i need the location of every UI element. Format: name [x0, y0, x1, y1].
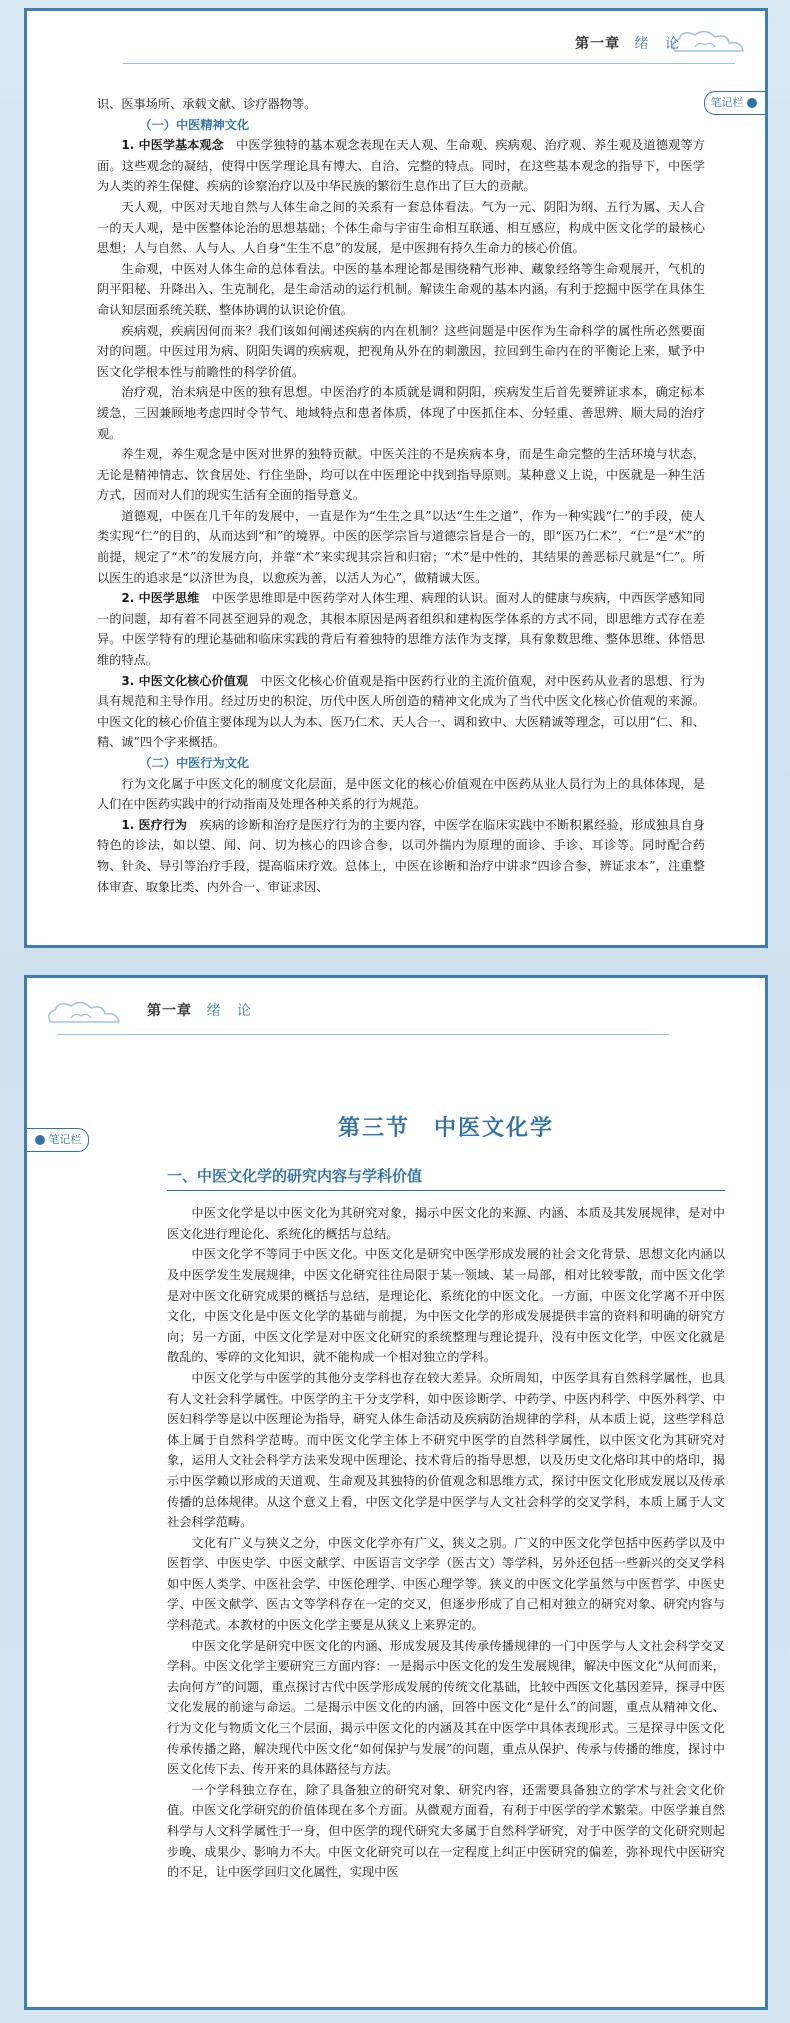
notes-column-tab	[24, 1128, 89, 1152]
paragraph: 一个学科独立存在，除了具备独立的研究对象、研究内容，还需要具备独立的学术与社会文化价值。中医文化学研究的价值体现在多个方面。从微观方面看，有利于中医学的学术繁荣。中医学兼自然科学与人文科学属性于一身，但中医学的现代研究大多属于自然科学研究，对于中医学的文化研究则起步晚、成果少、影响力不大。中医文化研究可以在一定程度上纠正中医研究的偏差，弥补现代中医研究的不足，让中医学回归文化属性，实现中医	[167, 1782, 725, 1880]
paragraph: 养生观，养生观念是中医对世界的独特贡献。中医关注的不是疾病本身，而是生命完整的生活环境与状态，无论是精神情志、饮食居处、行住坐卧，均可以在中医理论中找到指导原则。某种意义上说，中医就是一种生活方式，因而对人们的现实生活有全面的指导意义。	[97, 447, 705, 503]
paragraph-lead: 2. 中医学思维	[121, 591, 200, 606]
notes-tab-label: 笔记栏	[710, 96, 744, 109]
notes-dot-icon	[747, 98, 757, 108]
page-body	[167, 1113, 725, 1883]
running-header	[147, 1000, 257, 1030]
paragraph: 中医文化学不等同于中医文化。中医文化是研究中医学形成发展的社会文化背景、思想文化内涵以及中医学发生发展规律，中医文化研究往往局限于某一领域、某一局部，相对比较零散，而中医文化学是对中医文化研究成果的概括与总结，是理论化、系统化的中医文化。一方面，中医文化学离不开中医文化，中医文化是中医文化学的基础与前提，为中医文化学的形成发展提供丰富的资料和明确的研究方向；另一方面，中医文化学是对中医文化研究的系统整理与理论提升，没有中医文化学，中医文化就是散乱的、零碎的文化知识，就不能构成一个相对独立的学科。	[167, 1247, 725, 1365]
paragraph-lead: 1. 医疗行为	[121, 817, 188, 832]
paragraph: 中医文化学与中医学的其他分支学科也存在较大差异。众所周知，中医学具有自然科学属性，也具有人文社会科学属性。中医学的主干分支学科，如中医诊断学、中药学、中医内科学、中医外科学、中医妇科学等是以中医理论为指导，研究人体生命活动及疾病防治规律的学科，从本质上说，这些学科总体上属于自然科学范畴。而中医文化学主体上不研究中医学的自然科学属性，以中医文化为其研究对象，运用人文社会科学方法来发现中医理论、技术背后的指导思想，以及历史文化烙印其中的烙印，揭示中医学赖以形成的天道观、生命观及其独特的价值观念和思维方式，探讨中医文化形成发展以及传承传播的总体规律。从这个意义上看，中医文化学是中医学与人文社会科学的交叉学科，本质上属于人文社会科学范畴。	[167, 1370, 725, 1530]
paragraph-text: 中医文化核心价值观是指中医药行业的主流价值观，对中医药从业者的思想、行为具有规范和主导作用。经过历史的积淀，历代中医人所创造的精神文化成为了当代中医文化核心价值观的来源。中医文化的核心价值主要体现为以人为本、医乃仁术、天人合一、调和致中、大医精诚等理念，可以用“仁、和、精、诚”四个字来概括。	[97, 673, 705, 750]
paragraph-text: 疾病的诊断和治疗是医疗行为的主要内容，中医学在临床实践中不断积累经验，形成独具自身特色的诊法，如以望、闻、问、切为核心的四诊合参，以司外揣内为原理的面诊、手诊、耳诊等。同时配合药物、针灸、导引等治疗手段，提高临床疗效。总体上，中医在诊断和治疗中讲求“四诊合参，辨证求本”，注重整体审查、取象比类、内外合一、审证求因、	[97, 817, 705, 894]
cloud-ornament-icon	[41, 996, 131, 1032]
subsection-title: 一、中医文化学的研究内容与学科价值	[167, 1166, 725, 1192]
header-rule	[123, 63, 735, 64]
paragraph: 道德观，中医在几千年的发展中，一直是作为“生生之具”以达“生生之道”，作为一种实践“仁”的手段，使人类实现“仁”的目的，从而达到“和”的境界。中医的医学宗旨与道德宗旨是合一的，即“医乃仁术”，“仁”是“术”的前提，规定了“术”的发展方向，并靠“术”来实现其宗旨和归宿；“术”是中性的，其结果的善恶标尺就是“仁”。所以医生的追求是“以济世为良，以愈疾为善，以活人为心”，做精诚大医。	[97, 508, 705, 585]
paragraph	[97, 671, 705, 753]
book-page-bottom	[24, 975, 768, 2010]
paragraph: 中医文化学是研究中医文化的内涵、形成发展及其传承传播规律的一门中医学与人文社会科学交叉学科。中医文化学主要研究三方面内容：一是揭示中医文化的发生发展规律，解决中医文化“从何而来，去向何方”的问题，重点探讨古代中医学形成发展的传统文化基础，比较中西医文化基因差异，探寻中医文化发展的前途与命运。二是揭示中医文化的内涵，回答中医文化“是什么”的问题，重点从精神文化、行为文化与物质文化三个层面，揭示中医文化的内涵及其在中医学中具体表现形式。三是探寻中医文化传承传播之路，解决现代中医文化“如何保护与发展”的问题，重点从保护、传承与传播的维度，探讨中医文化传下去、传开来的具体路径与方法。	[167, 1638, 725, 1777]
paragraph: 文化有广义与狭义之分，中医文化学亦有广义、狭义之别。广义的中医文化学包括中医药学以及中医哲学、中医史学、中医文献学、中医语言文字学（医古文）等学科，另外还包括一些新兴的交叉学科如中医人类学、中医社会学、中医伦理学、中医心理学等。狭义的中医文化学虽然与中医哲学、中医史学、中医文献学、医古文等学科存在一定的交叉，但逐步形成了自己相对独立的研究对象、研究内容与学科范式。本教材的中医文化学主要是从狭义上来界定的。	[167, 1535, 725, 1633]
section-title: 第三节 中医文化学	[337, 1116, 554, 1141]
chapter-label: 第一章	[575, 36, 621, 52]
paragraph: 中医文化学是以中医文化为其研究对象，揭示中医文化的来源、内涵、本质及其发展规律，是对中医文化进行理论化、系统化的概括与总结。	[167, 1206, 725, 1241]
paragraph	[97, 588, 705, 670]
paragraph	[97, 815, 705, 897]
paragraph: 天人观，中医对天地自然与人体生命之间的关系有一套总体看法。气为一元、阴阳为纲、五行为属、天人合一的天人观，是中医整体论治的思想基础；个体生命与宇宙生命相互联通、相互感应，构成中医文化学的最核心思想；人与自然、人与人、人自身“生生不息”的发展，是中医拥有持久生命力的核心价值。	[97, 199, 705, 256]
paragraph: 识、医事场所、承载文献、诊疗器物等。	[97, 97, 317, 111]
paragraph-text: 中医学独特的基本观念表现在天人观、生命观、疾病观、治疗观、养生观及道德观等方面。这些观念的凝结，使得中医学理论具有博大、自洽、完整的特点。同时，在这些基本观念的指导下，中医学为人类的养生保健、疾病的诊察治疗以及中华民族的繁衍生息作出了巨大的贡献。	[97, 138, 705, 194]
chapter-label: 第一章	[147, 1003, 192, 1019]
chapter-title: 绪 论	[206, 1003, 257, 1019]
paragraph: 治疗观，治未病是中医的独有思想。中医治疗的本质就是调和阴阳，疾病发生后首先要辨证求本，确定标本缓急，三因兼顾地考虑四时令节气、地域特点和患者体质，体现了中医抓住本、分轻重、善思辨、顺大局的治疗观。	[97, 385, 705, 441]
paragraph: 疾病观，疾病因何而来？我们该如何阐述疾病的内在机制？这些问题是中医作为生命科学的属性所必然要面对的问题。中医过用为病、阴阳失调的疾病观，把视角从外在的刺激因，拉回到生命内在的平衡论上来，赋予中医文化学根本性与前瞻性的科学价值。	[97, 323, 705, 379]
paragraph-text: 中医学思维即是中医药学对人体生理、病理的认识。面对人的健康与疾病，中西医学感知同一的问题，却有着不同甚至迥异的观念，其根本原因是两者组织和建构医学体系的方式不同，即思维方式存在差异。中医学特有的理论基础和临床实践的背后有着独特的思维方法作为支撑，具有象数思维、整体思维、体悟思维的特点。	[97, 591, 705, 668]
paragraph	[97, 135, 705, 197]
paragraph-lead: 1. 中医学基本观念	[121, 138, 224, 153]
header-rule	[57, 1034, 669, 1035]
paragraph: 行为文化属于中医文化的制度文化层面，是中医文化的核心价值观在中医药从业人员行为上的具体体现，是人们在中医药实践中的行动指南及处理各种关系的行为规范。	[97, 776, 705, 812]
notes-tab-label: 笔记栏	[48, 1133, 82, 1146]
running-header	[575, 33, 685, 63]
notes-dot-icon	[35, 1135, 45, 1145]
paragraph: 生命观，中医对人体生命的总体看法。中医的基本理论都是围绕精气形神、藏象经络等生命观展开，气机的阴平阳秘、升降出入、生克制化，是生命活动的运行机制。解读生命观的基本内涵，有利于挖掘中医学在具体生命认知层面系统关联、整体协调的认识论价值。	[97, 261, 705, 317]
notes-column-tab	[704, 91, 769, 115]
book-page-top	[24, 8, 768, 948]
subheading: （一）中医精神文化	[139, 117, 250, 132]
page-body	[97, 94, 705, 897]
chapter-title: 绪 论	[634, 36, 685, 52]
paragraph-lead: 3. 中医文化核心价值观	[121, 673, 249, 688]
subheading: （二）中医行为文化	[139, 756, 250, 770]
